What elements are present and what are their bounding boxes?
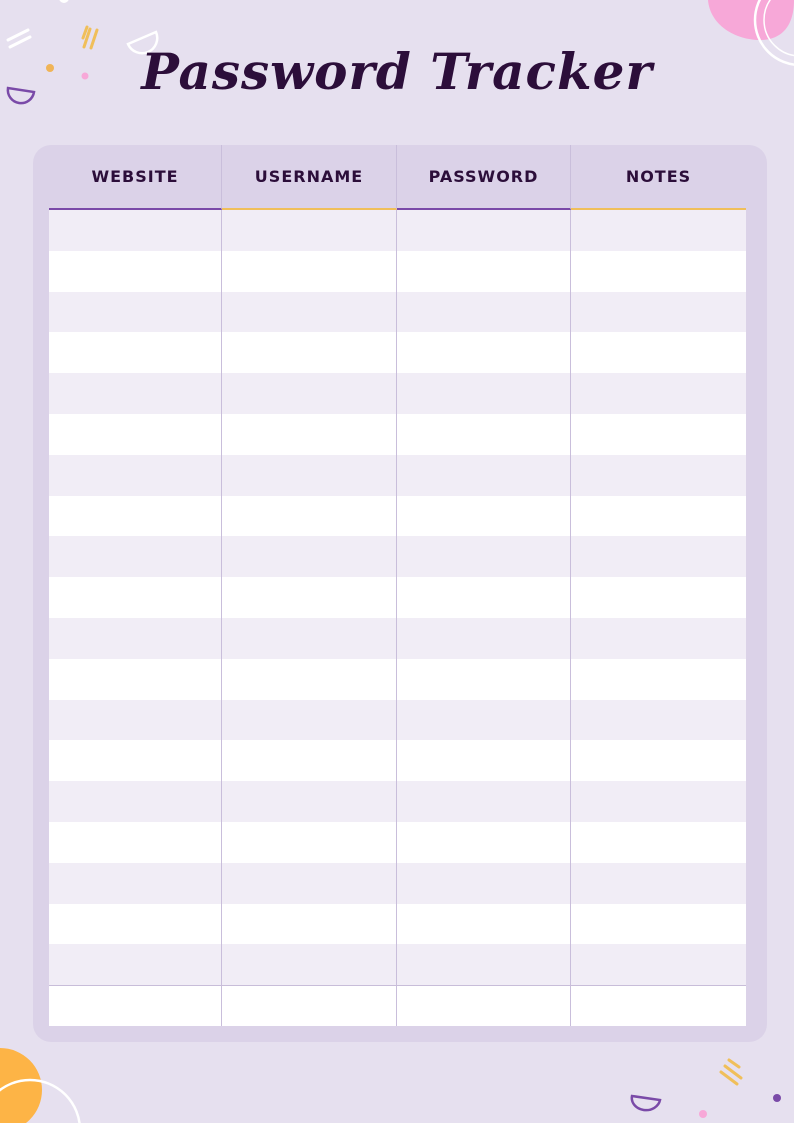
username-cell[interactable]: [222, 332, 397, 373]
notes-cell[interactable]: [571, 863, 746, 904]
password-cell[interactable]: [397, 863, 571, 904]
notes-cell[interactable]: [571, 251, 746, 292]
password-cell[interactable]: [397, 781, 571, 822]
notes-cell[interactable]: [571, 332, 746, 373]
password-cell[interactable]: [397, 659, 571, 700]
notes-cell[interactable]: [571, 618, 746, 659]
password-cell[interactable]: [397, 455, 571, 496]
table-row: [49, 781, 746, 822]
notes-cell[interactable]: [571, 414, 746, 455]
website-cell[interactable]: [49, 740, 222, 781]
username-cell[interactable]: [222, 618, 397, 659]
column-header-username: USERNAME: [222, 145, 397, 210]
notes-cell[interactable]: [571, 210, 746, 251]
username-cell[interactable]: [222, 373, 397, 414]
tracker-card: [33, 145, 767, 1042]
table-body: [49, 210, 746, 1026]
website-cell[interactable]: [49, 332, 222, 373]
website-cell[interactable]: [49, 659, 222, 700]
username-cell[interactable]: [222, 659, 397, 700]
website-cell[interactable]: [49, 781, 222, 822]
notes-cell[interactable]: [571, 944, 746, 985]
table-row: [49, 536, 746, 577]
password-cell[interactable]: [397, 618, 571, 659]
username-cell[interactable]: [222, 496, 397, 537]
pink-blob-shape: [708, 0, 794, 40]
notes-cell[interactable]: [571, 659, 746, 700]
column-header-notes: NOTES: [571, 145, 746, 210]
white-dot-icon: [59, 0, 69, 3]
password-cell[interactable]: [397, 496, 571, 537]
username-cell[interactable]: [222, 414, 397, 455]
table-row: [49, 577, 746, 618]
username-cell[interactable]: [222, 904, 397, 945]
website-cell[interactable]: [49, 373, 222, 414]
table-row: [49, 985, 746, 1026]
website-cell[interactable]: [49, 944, 222, 985]
password-cell[interactable]: [397, 251, 571, 292]
username-cell[interactable]: [222, 577, 397, 618]
table-row: [49, 863, 746, 904]
website-cell[interactable]: [49, 822, 222, 863]
username-cell[interactable]: [222, 251, 397, 292]
column-header-website: WEBSITE: [49, 145, 222, 210]
username-cell[interactable]: [222, 536, 397, 577]
notes-cell[interactable]: [571, 822, 746, 863]
password-cell[interactable]: [397, 944, 571, 985]
column-header-password: PASSWORD: [397, 145, 571, 210]
website-cell[interactable]: [49, 618, 222, 659]
password-cell[interactable]: [397, 332, 571, 373]
username-cell[interactable]: [222, 740, 397, 781]
username-cell[interactable]: [222, 944, 397, 985]
website-cell[interactable]: [49, 251, 222, 292]
table-row: [49, 373, 746, 414]
notes-cell[interactable]: [571, 740, 746, 781]
table-row: [49, 618, 746, 659]
password-cell[interactable]: [397, 700, 571, 741]
password-cell[interactable]: [397, 414, 571, 455]
password-cell[interactable]: [397, 210, 571, 251]
table-row: [49, 700, 746, 741]
website-cell[interactable]: [49, 496, 222, 537]
table-row: [49, 332, 746, 373]
website-cell[interactable]: [49, 455, 222, 496]
password-cell[interactable]: [397, 904, 571, 945]
notes-cell[interactable]: [571, 292, 746, 333]
table-row: [49, 822, 746, 863]
table-row: [49, 944, 746, 985]
website-cell[interactable]: [49, 292, 222, 333]
notes-cell[interactable]: [571, 455, 746, 496]
notes-cell[interactable]: [571, 496, 746, 537]
table-row: [49, 414, 746, 455]
username-cell[interactable]: [222, 210, 397, 251]
username-cell[interactable]: [222, 700, 397, 741]
table-row: [49, 251, 746, 292]
notes-cell[interactable]: [571, 536, 746, 577]
notes-cell[interactable]: [571, 373, 746, 414]
website-cell[interactable]: [49, 414, 222, 455]
table-row: [49, 904, 746, 945]
website-cell[interactable]: [49, 536, 222, 577]
notes-cell[interactable]: [571, 986, 746, 1026]
table-row: [49, 210, 746, 251]
password-cell[interactable]: [397, 577, 571, 618]
notes-cell[interactable]: [571, 781, 746, 822]
notes-cell[interactable]: [571, 577, 746, 618]
white-ring-bottom-shape: [0, 1080, 80, 1123]
purple-dot-bottom-icon: [773, 1094, 781, 1102]
table-row: [49, 292, 746, 333]
username-cell[interactable]: [222, 822, 397, 863]
website-cell[interactable]: [49, 986, 222, 1026]
username-cell[interactable]: [222, 781, 397, 822]
table-header: [49, 145, 746, 210]
username-cell[interactable]: [222, 292, 397, 333]
password-cell[interactable]: [397, 292, 571, 333]
notes-cell[interactable]: [571, 904, 746, 945]
orange-blob-shape: [0, 1048, 42, 1123]
website-cell[interactable]: [49, 904, 222, 945]
table-row: [49, 659, 746, 700]
purple-half-circle-bottom-icon: [632, 1096, 660, 1110]
password-cell[interactable]: [397, 822, 571, 863]
gold-dash-marks-bottom-icon: [721, 1060, 741, 1084]
username-cell[interactable]: [222, 863, 397, 904]
password-cell[interactable]: [397, 536, 571, 577]
website-cell[interactable]: [49, 577, 222, 618]
password-cell[interactable]: [397, 373, 571, 414]
username-cell[interactable]: [222, 986, 397, 1026]
table-row: [49, 740, 746, 781]
table-row: [49, 496, 746, 537]
username-cell[interactable]: [222, 455, 397, 496]
password-cell[interactable]: [397, 986, 571, 1026]
pink-dot-bottom-icon: [699, 1110, 707, 1118]
website-cell[interactable]: [49, 700, 222, 741]
website-cell[interactable]: [49, 210, 222, 251]
page-title: Password Tracker: [141, 42, 653, 101]
table-row: [49, 455, 746, 496]
password-cell[interactable]: [397, 740, 571, 781]
notes-cell[interactable]: [571, 700, 746, 741]
website-cell[interactable]: [49, 863, 222, 904]
